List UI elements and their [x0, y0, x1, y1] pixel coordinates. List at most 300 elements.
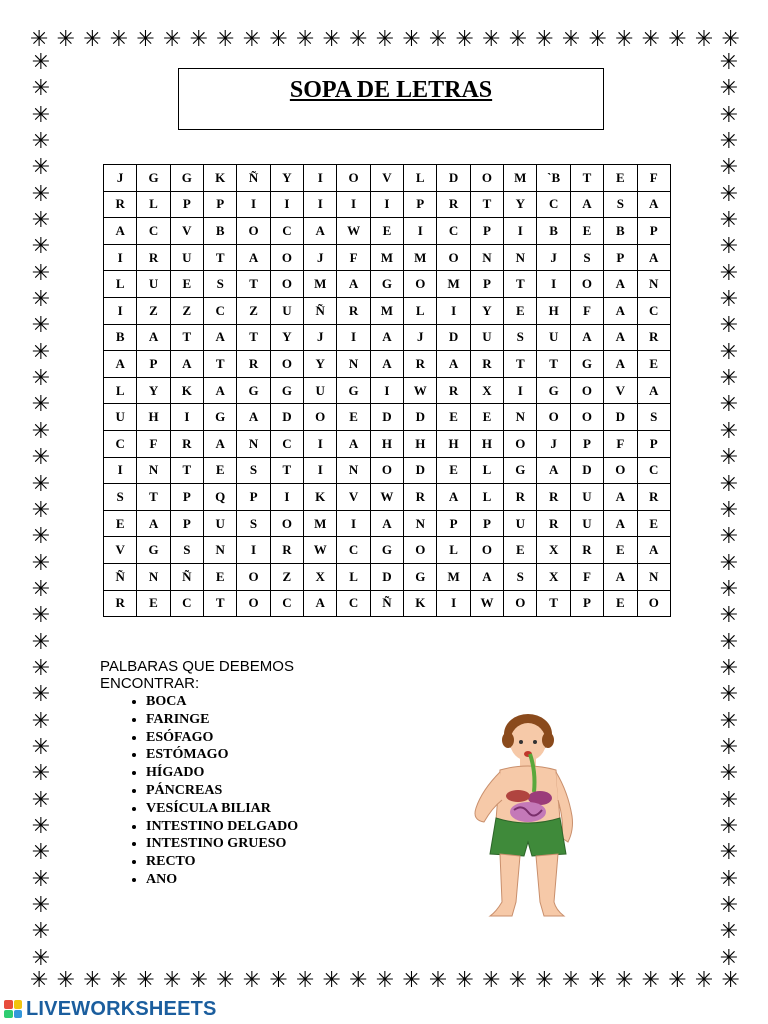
- grid-cell[interactable]: O: [437, 244, 470, 271]
- grid-cell[interactable]: I: [337, 324, 370, 351]
- grid-cell[interactable]: N: [470, 244, 503, 271]
- grid-cell[interactable]: T: [537, 590, 570, 617]
- grid-cell[interactable]: I: [270, 484, 303, 511]
- grid-cell[interactable]: L: [470, 457, 503, 484]
- grid-cell[interactable]: E: [504, 537, 537, 564]
- grid-cell[interactable]: O: [370, 457, 403, 484]
- grid-cell[interactable]: E: [604, 165, 637, 192]
- grid-cell[interactable]: O: [570, 271, 603, 298]
- grid-cell[interactable]: Y: [304, 351, 337, 378]
- grid-cell[interactable]: O: [337, 165, 370, 192]
- grid-cell[interactable]: R: [337, 297, 370, 324]
- grid-cell[interactable]: I: [337, 191, 370, 218]
- grid-cell[interactable]: T: [570, 165, 603, 192]
- grid-cell[interactable]: E: [470, 404, 503, 431]
- grid-cell[interactable]: O: [504, 590, 537, 617]
- grid-cell[interactable]: O: [270, 351, 303, 378]
- grid-cell[interactable]: A: [337, 271, 370, 298]
- grid-cell[interactable]: A: [370, 324, 403, 351]
- grid-cell[interactable]: I: [370, 191, 403, 218]
- grid-cell[interactable]: A: [637, 537, 671, 564]
- grid-cell[interactable]: C: [204, 297, 237, 324]
- grid-cell[interactable]: I: [270, 191, 303, 218]
- grid-cell[interactable]: S: [504, 563, 537, 590]
- grid-cell[interactable]: I: [504, 377, 537, 404]
- grid-cell[interactable]: I: [337, 510, 370, 537]
- grid-cell[interactable]: R: [404, 484, 437, 511]
- grid-cell[interactable]: A: [137, 324, 170, 351]
- grid-cell[interactable]: K: [170, 377, 203, 404]
- grid-cell[interactable]: D: [437, 324, 470, 351]
- grid-cell[interactable]: O: [504, 430, 537, 457]
- grid-cell[interactable]: P: [437, 510, 470, 537]
- grid-cell[interactable]: W: [404, 377, 437, 404]
- grid-cell[interactable]: R: [137, 244, 170, 271]
- grid-cell[interactable]: O: [470, 537, 503, 564]
- grid-cell[interactable]: W: [337, 218, 370, 245]
- grid-cell[interactable]: A: [470, 563, 503, 590]
- grid-cell[interactable]: M: [370, 297, 403, 324]
- grid-cell[interactable]: Y: [270, 165, 303, 192]
- grid-cell[interactable]: M: [437, 271, 470, 298]
- grid-cell[interactable]: J: [537, 430, 570, 457]
- grid-cell[interactable]: U: [470, 324, 503, 351]
- grid-cell[interactable]: G: [204, 404, 237, 431]
- grid-cell[interactable]: O: [470, 165, 503, 192]
- grid-cell[interactable]: G: [370, 537, 403, 564]
- grid-cell[interactable]: A: [370, 351, 403, 378]
- grid-cell[interactable]: B: [604, 218, 637, 245]
- grid-cell[interactable]: L: [104, 377, 137, 404]
- grid-cell[interactable]: T: [537, 351, 570, 378]
- grid-cell[interactable]: D: [404, 404, 437, 431]
- grid-cell[interactable]: W: [370, 484, 403, 511]
- grid-cell[interactable]: G: [404, 563, 437, 590]
- grid-cell[interactable]: A: [637, 377, 671, 404]
- grid-cell[interactable]: U: [204, 510, 237, 537]
- grid-cell[interactable]: Z: [237, 297, 270, 324]
- grid-cell[interactable]: O: [404, 271, 437, 298]
- grid-cell[interactable]: A: [604, 271, 637, 298]
- grid-cell[interactable]: J: [537, 244, 570, 271]
- grid-cell[interactable]: R: [437, 191, 470, 218]
- grid-cell[interactable]: D: [604, 404, 637, 431]
- grid-cell[interactable]: I: [170, 404, 203, 431]
- grid-cell[interactable]: A: [104, 351, 137, 378]
- grid-cell[interactable]: N: [337, 457, 370, 484]
- asterisk-icon: ✳: [561, 27, 581, 52]
- grid-cell[interactable]: I: [304, 165, 337, 192]
- grid-cell[interactable]: W: [470, 590, 503, 617]
- grid-cell[interactable]: P: [604, 244, 637, 271]
- grid-cell[interactable]: C: [437, 218, 470, 245]
- grid-cell[interactable]: H: [404, 430, 437, 457]
- grid-cell[interactable]: A: [137, 510, 170, 537]
- grid-cell[interactable]: A: [370, 510, 403, 537]
- grid-cell[interactable]: U: [570, 484, 603, 511]
- grid-cell[interactable]: J: [104, 165, 137, 192]
- grid-cell[interactable]: S: [604, 191, 637, 218]
- grid-cell[interactable]: L: [404, 297, 437, 324]
- grid-cell[interactable]: U: [104, 404, 137, 431]
- liveworksheets-logo[interactable]: [4, 998, 217, 1020]
- grid-cell[interactable]: Y: [137, 377, 170, 404]
- grid-cell[interactable]: M: [504, 165, 537, 192]
- grid-cell[interactable]: P: [404, 191, 437, 218]
- grid-cell[interactable]: F: [570, 563, 603, 590]
- grid-cell[interactable]: P: [470, 218, 503, 245]
- grid-cell[interactable]: L: [404, 165, 437, 192]
- grid-cell[interactable]: A: [537, 457, 570, 484]
- grid-cell[interactable]: A: [170, 351, 203, 378]
- grid-cell[interactable]: U: [537, 324, 570, 351]
- grid-cell[interactable]: N: [637, 271, 671, 298]
- grid-cell[interactable]: R: [537, 510, 570, 537]
- grid-cell[interactable]: I: [304, 191, 337, 218]
- grid-cell[interactable]: O: [237, 563, 270, 590]
- grid-cell[interactable]: S: [504, 324, 537, 351]
- grid-cell[interactable]: R: [437, 377, 470, 404]
- grid-cell[interactable]: I: [104, 457, 137, 484]
- grid-cell[interactable]: A: [437, 351, 470, 378]
- grid-cell[interactable]: T: [137, 484, 170, 511]
- grid-cell[interactable]: D: [270, 404, 303, 431]
- grid-cell[interactable]: R: [637, 484, 671, 511]
- grid-cell[interactable]: T: [170, 324, 203, 351]
- grid-cell[interactable]: C: [104, 430, 137, 457]
- grid-cell[interactable]: E: [604, 590, 637, 617]
- grid-cell[interactable]: E: [637, 351, 671, 378]
- grid-cell[interactable]: I: [437, 590, 470, 617]
- grid-cell[interactable]: P: [237, 484, 270, 511]
- grid-cell[interactable]: R: [637, 324, 671, 351]
- asterisk-icon: ✳: [31, 313, 51, 339]
- grid-cell[interactable]: T: [204, 590, 237, 617]
- grid-cell[interactable]: F: [604, 430, 637, 457]
- grid-cell[interactable]: O: [237, 590, 270, 617]
- grid-cell[interactable]: P: [170, 191, 203, 218]
- grid-cell[interactable]: D: [370, 563, 403, 590]
- grid-cell[interactable]: N: [404, 510, 437, 537]
- grid-cell[interactable]: H: [370, 430, 403, 457]
- grid-cell[interactable]: L: [470, 484, 503, 511]
- grid-cell[interactable]: A: [604, 324, 637, 351]
- grid-cell[interactable]: C: [270, 430, 303, 457]
- grid-cell[interactable]: O: [637, 590, 671, 617]
- grid-cell[interactable]: A: [337, 430, 370, 457]
- grid-cell[interactable]: A: [437, 484, 470, 511]
- grid-cell[interactable]: C: [270, 590, 303, 617]
- grid-cell[interactable]: M: [370, 244, 403, 271]
- grid-cell[interactable]: A: [570, 191, 603, 218]
- grid-cell[interactable]: E: [637, 510, 671, 537]
- grid-cell[interactable]: A: [104, 218, 137, 245]
- grid-cell[interactable]: K: [204, 165, 237, 192]
- grid-cell[interactable]: X: [537, 537, 570, 564]
- grid-cell[interactable]: C: [637, 457, 671, 484]
- grid-cell[interactable]: G: [370, 271, 403, 298]
- grid-cell[interactable]: I: [504, 218, 537, 245]
- grid-cell[interactable]: L: [137, 191, 170, 218]
- grid-cell[interactable]: Ñ: [170, 563, 203, 590]
- grid-cell[interactable]: I: [237, 191, 270, 218]
- grid-cell[interactable]: A: [204, 377, 237, 404]
- asterisk-icon: ✳: [31, 181, 51, 207]
- grid-cell[interactable]: N: [337, 351, 370, 378]
- grid-cell[interactable]: W: [304, 537, 337, 564]
- grid-cell[interactable]: T: [504, 271, 537, 298]
- grid-cell[interactable]: P: [637, 218, 671, 245]
- grid-cell[interactable]: V: [604, 377, 637, 404]
- grid-cell[interactable]: Q: [204, 484, 237, 511]
- grid-cell[interactable]: A: [637, 191, 671, 218]
- grid-cell[interactable]: C: [337, 590, 370, 617]
- grid-cell[interactable]: E: [570, 218, 603, 245]
- grid-cell[interactable]: V: [170, 218, 203, 245]
- grid-cell[interactable]: E: [104, 510, 137, 537]
- grid-cell[interactable]: A: [304, 590, 337, 617]
- grid-cell[interactable]: J: [404, 324, 437, 351]
- grid-cell[interactable]: Z: [270, 563, 303, 590]
- grid-cell[interactable]: P: [637, 430, 671, 457]
- grid-cell[interactable]: A: [204, 324, 237, 351]
- grid-cell[interactable]: Y: [504, 191, 537, 218]
- grid-cell[interactable]: I: [404, 218, 437, 245]
- grid-cell[interactable]: L: [337, 563, 370, 590]
- grid-cell[interactable]: A: [237, 404, 270, 431]
- grid-cell[interactable]: G: [137, 165, 170, 192]
- grid-cell[interactable]: B: [104, 324, 137, 351]
- grid-cell[interactable]: G: [337, 377, 370, 404]
- grid-cell[interactable]: P: [204, 191, 237, 218]
- grid-cell[interactable]: R: [470, 351, 503, 378]
- asterisk-icon: ✳: [31, 524, 51, 550]
- grid-cell[interactable]: R: [104, 191, 137, 218]
- grid-cell[interactable]: G: [170, 165, 203, 192]
- asterisk-icon: ✳: [322, 27, 341, 52]
- grid-cell[interactable]: Z: [137, 297, 170, 324]
- grid-cell[interactable]: O: [570, 377, 603, 404]
- grid-cell[interactable]: S: [570, 244, 603, 271]
- grid-cell[interactable]: A: [604, 510, 637, 537]
- grid-cell[interactable]: H: [437, 430, 470, 457]
- grid-cell[interactable]: F: [570, 297, 603, 324]
- asterisk-icon: ✳: [719, 445, 739, 471]
- grid-cell[interactable]: S: [237, 457, 270, 484]
- grid-cell[interactable]: L: [104, 271, 137, 298]
- grid-cell[interactable]: I: [437, 297, 470, 324]
- grid-cell[interactable]: H: [470, 430, 503, 457]
- grid-cell[interactable]: P: [570, 430, 603, 457]
- grid-cell[interactable]: P: [470, 510, 503, 537]
- grid-cell[interactable]: O: [404, 537, 437, 564]
- grid-cell[interactable]: I: [104, 244, 137, 271]
- grid-cell[interactable]: A: [604, 484, 637, 511]
- grid-cell[interactable]: I: [237, 537, 270, 564]
- grid-cell[interactable]: F: [637, 165, 671, 192]
- grid-cell[interactable]: V: [337, 484, 370, 511]
- word-item: • BOCA: [146, 693, 298, 711]
- grid-cell[interactable]: G: [237, 377, 270, 404]
- grid-cell[interactable]: N: [137, 457, 170, 484]
- grid-cell[interactable]: U: [570, 510, 603, 537]
- grid-cell[interactable]: R: [404, 351, 437, 378]
- grid-cell[interactable]: V: [370, 165, 403, 192]
- grid-cell[interactable]: E: [437, 404, 470, 431]
- grid-cell[interactable]: E: [170, 271, 203, 298]
- grid-cell[interactable]: T: [204, 244, 237, 271]
- grid-cell[interactable]: R: [270, 537, 303, 564]
- grid-cell[interactable]: T: [270, 457, 303, 484]
- grid-cell[interactable]: H: [137, 404, 170, 431]
- grid-cell[interactable]: E: [204, 563, 237, 590]
- grid-cell[interactable]: `B: [537, 165, 570, 192]
- grid-cell[interactable]: Ñ: [237, 165, 270, 192]
- grid-cell[interactable]: N: [504, 404, 537, 431]
- grid-cell[interactable]: A: [604, 351, 637, 378]
- grid-cell[interactable]: J: [304, 244, 337, 271]
- grid-cell[interactable]: I: [304, 457, 337, 484]
- grid-cell[interactable]: N: [637, 563, 671, 590]
- grid-cell[interactable]: C: [270, 218, 303, 245]
- grid-cell[interactable]: T: [170, 457, 203, 484]
- border-left: [30, 52, 52, 970]
- grid-cell[interactable]: G: [537, 377, 570, 404]
- grid-cell[interactable]: P: [470, 271, 503, 298]
- grid-cell[interactable]: A: [604, 297, 637, 324]
- grid-cell[interactable]: K: [404, 590, 437, 617]
- grid-cell[interactable]: U: [137, 271, 170, 298]
- grid-cell[interactable]: R: [104, 590, 137, 617]
- grid-cell[interactable]: V: [104, 537, 137, 564]
- grid-cell[interactable]: I: [304, 430, 337, 457]
- grid-cell[interactable]: O: [537, 404, 570, 431]
- grid-cell[interactable]: I: [370, 377, 403, 404]
- grid-row: [104, 537, 671, 564]
- grid-cell[interactable]: Y: [470, 297, 503, 324]
- grid-cell[interactable]: R: [504, 484, 537, 511]
- grid-cell[interactable]: C: [170, 590, 203, 617]
- grid-cell[interactable]: R: [237, 351, 270, 378]
- grid-cell[interactable]: E: [437, 457, 470, 484]
- grid-cell[interactable]: C: [637, 297, 671, 324]
- grid-cell[interactable]: E: [337, 404, 370, 431]
- grid-cell[interactable]: D: [370, 404, 403, 431]
- grid-cell[interactable]: U: [270, 297, 303, 324]
- grid-cell[interactable]: B: [537, 218, 570, 245]
- grid-cell[interactable]: R: [537, 484, 570, 511]
- grid-cell[interactable]: A: [604, 563, 637, 590]
- grid-cell[interactable]: B: [204, 218, 237, 245]
- grid-cell[interactable]: F: [137, 430, 170, 457]
- grid-cell[interactable]: O: [270, 271, 303, 298]
- grid-cell[interactable]: S: [104, 484, 137, 511]
- grid-cell[interactable]: Y: [270, 324, 303, 351]
- grid-cell[interactable]: G: [137, 537, 170, 564]
- grid-cell[interactable]: D: [437, 165, 470, 192]
- grid-cell[interactable]: Ñ: [370, 590, 403, 617]
- grid-cell[interactable]: S: [204, 271, 237, 298]
- grid-cell[interactable]: C: [137, 218, 170, 245]
- grid-cell[interactable]: E: [604, 537, 637, 564]
- grid-cell[interactable]: F: [337, 244, 370, 271]
- grid-cell[interactable]: T: [237, 271, 270, 298]
- grid-cell[interactable]: S: [237, 510, 270, 537]
- grid-cell[interactable]: L: [437, 537, 470, 564]
- grid-cell[interactable]: X: [470, 377, 503, 404]
- grid-cell[interactable]: C: [337, 537, 370, 564]
- grid-cell[interactable]: H: [537, 297, 570, 324]
- grid-cell[interactable]: E: [204, 457, 237, 484]
- grid-cell[interactable]: N: [237, 430, 270, 457]
- grid-cell[interactable]: O: [237, 218, 270, 245]
- grid-cell[interactable]: Ñ: [104, 563, 137, 590]
- grid-cell[interactable]: G: [504, 457, 537, 484]
- grid-cell[interactable]: P: [170, 484, 203, 511]
- grid-cell[interactable]: T: [237, 324, 270, 351]
- grid-cell[interactable]: O: [570, 404, 603, 431]
- grid-cell[interactable]: Z: [170, 297, 203, 324]
- grid-cell[interactable]: R: [170, 430, 203, 457]
- grid-cell[interactable]: O: [304, 404, 337, 431]
- grid-cell[interactable]: C: [537, 191, 570, 218]
- grid-cell[interactable]: A: [204, 430, 237, 457]
- grid-cell[interactable]: M: [304, 510, 337, 537]
- grid-cell[interactable]: A: [304, 218, 337, 245]
- grid-cell[interactable]: T: [504, 351, 537, 378]
- grid-cell[interactable]: N: [204, 537, 237, 564]
- grid-cell[interactable]: U: [170, 244, 203, 271]
- grid-cell[interactable]: K: [304, 484, 337, 511]
- grid-cell[interactable]: N: [137, 563, 170, 590]
- grid-cell[interactable]: J: [304, 324, 337, 351]
- grid-cell[interactable]: D: [404, 457, 437, 484]
- asterisk-icon: ✳: [31, 155, 51, 181]
- grid-cell[interactable]: T: [470, 191, 503, 218]
- grid-cell[interactable]: O: [604, 457, 637, 484]
- grid-cell[interactable]: P: [137, 351, 170, 378]
- grid-cell[interactable]: A: [637, 244, 671, 271]
- grid-cell[interactable]: A: [570, 324, 603, 351]
- grid-cell[interactable]: P: [170, 510, 203, 537]
- grid-cell[interactable]: O: [270, 244, 303, 271]
- grid-cell[interactable]: O: [270, 510, 303, 537]
- grid-cell[interactable]: T: [204, 351, 237, 378]
- grid-cell[interactable]: I: [104, 297, 137, 324]
- grid-cell[interactable]: R: [570, 537, 603, 564]
- grid-cell[interactable]: X: [304, 563, 337, 590]
- grid-cell[interactable]: M: [404, 244, 437, 271]
- grid-cell[interactable]: U: [504, 510, 537, 537]
- grid-cell[interactable]: X: [537, 563, 570, 590]
- grid-cell[interactable]: A: [237, 244, 270, 271]
- grid-cell[interactable]: G: [270, 377, 303, 404]
- grid-cell[interactable]: I: [537, 271, 570, 298]
- grid-cell[interactable]: E: [504, 297, 537, 324]
- grid-cell[interactable]: D: [570, 457, 603, 484]
- grid-cell[interactable]: E: [370, 218, 403, 245]
- grid-cell[interactable]: G: [570, 351, 603, 378]
- grid-cell[interactable]: S: [637, 404, 671, 431]
- grid-cell[interactable]: M: [437, 563, 470, 590]
- grid-cell[interactable]: Ñ: [304, 297, 337, 324]
- grid-cell[interactable]: N: [504, 244, 537, 271]
- grid-cell[interactable]: E: [137, 590, 170, 617]
- grid-cell[interactable]: U: [304, 377, 337, 404]
- grid-cell[interactable]: S: [170, 537, 203, 564]
- grid-cell[interactable]: P: [570, 590, 603, 617]
- grid-cell[interactable]: M: [304, 271, 337, 298]
